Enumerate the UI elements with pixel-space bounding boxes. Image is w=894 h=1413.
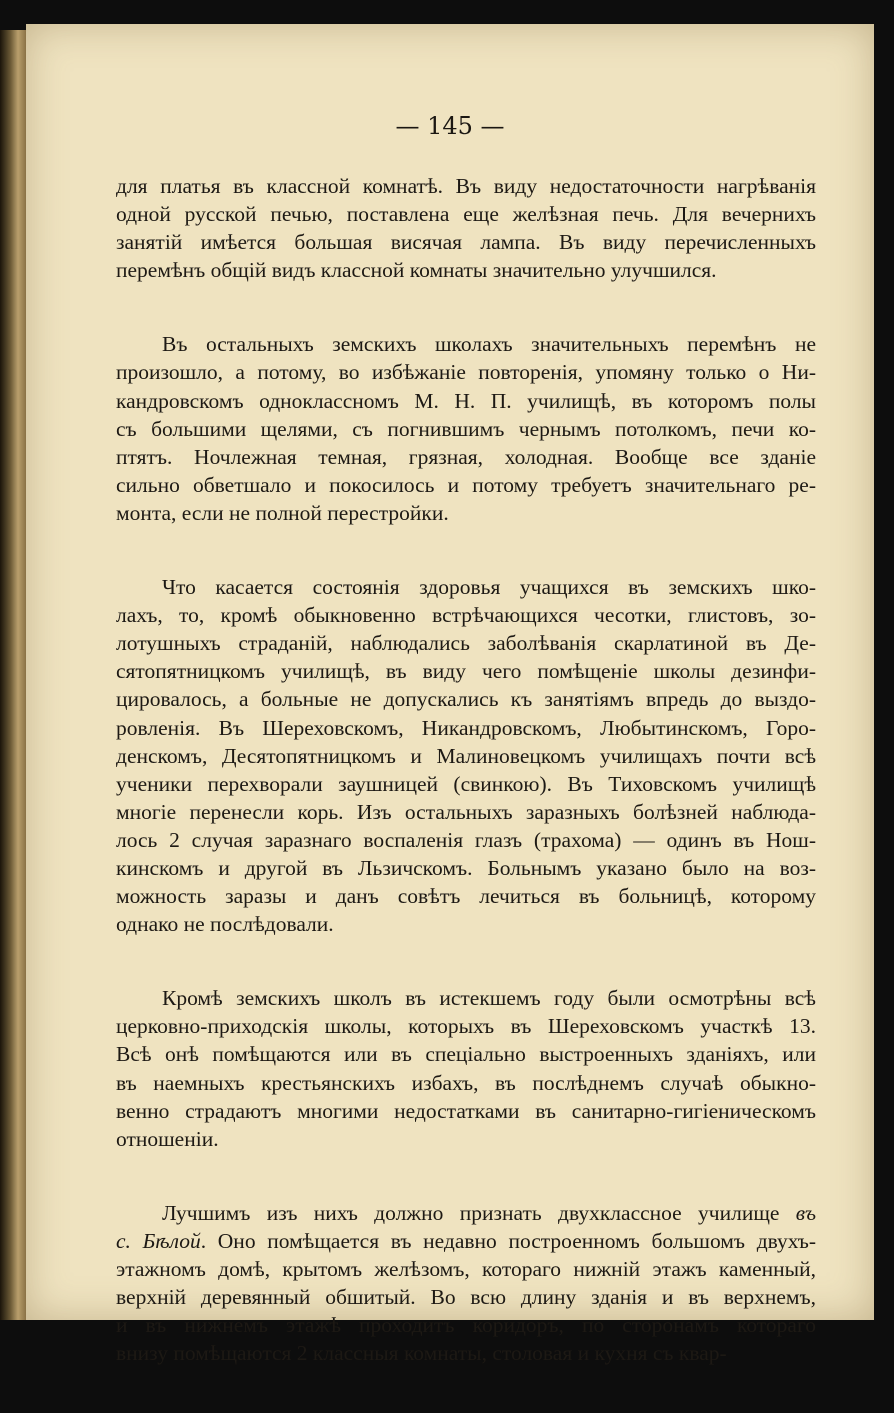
text-line: монта, если не полной перестройки.: [116, 500, 449, 525]
text-line: птятъ. Ночлежная темная, грязная, холодная. Вообще все зданіе: [116, 444, 816, 469]
text-line: кандровскомъ одноклассномъ М. Н. П. училищѣ, въ которомъ полы: [116, 388, 816, 413]
paragraph: [116, 573, 816, 938]
book-page: [26, 24, 874, 1366]
text-line: этажномъ домѣ, крытомъ желѣзомъ, котораго нижній этажъ каменный,: [116, 1257, 816, 1281]
text-line: цировалось, а больные не допускались къ занятіямъ впредь до выздо-: [116, 687, 816, 712]
body-text: [116, 172, 816, 1413]
text-line: перемѣнъ общій видъ классной комнаты значительно улучшился.: [116, 258, 717, 283]
text-line: лотушныхъ страданій, наблюдались заболѣванія скарлатиной въ Де-: [116, 631, 816, 656]
text-line: одной русской печью, поставлена еще желѣзная печь. Для вечернихъ: [116, 202, 816, 227]
text-line: можность заразы и данъ совѣтъ лечиться въ больницѣ, которому: [116, 884, 816, 909]
text-line: съ большими щелями, съ погнившимъ чернымъ потолкомъ, печи ко-: [116, 416, 816, 441]
text-line: многіе перенесли корь. Изъ остальныхъ заразныхъ болѣзней наблюда-: [116, 799, 816, 824]
text-line: внизу помѣщаются 2 классныя комнаты, столовая и кухня съ квар-: [116, 1341, 727, 1366]
text-line: денскомъ, Десятопятницкомъ и Малиновецкомъ училищахъ почти всѣ: [116, 743, 816, 768]
paragraph: [116, 172, 816, 284]
text-line: Всѣ онѣ помѣщаются или въ спеціально выстроенныхъ зданіяхъ, или: [116, 1042, 816, 1067]
text-line: ученики перехворали заушницей (свинкою). Въ Тиховскомъ училищѣ: [116, 771, 816, 796]
text-line: с. Бѣлой. Оно помѣщается въ недавно построенномъ большомъ двухъ-: [116, 1228, 817, 1253]
text-line: верхній деревянный обшитый. Во всю длину зданія и въ верхнемъ,: [116, 1285, 816, 1310]
text-line: занятій имѣется большая висячая лампа. Въ виду перечисленныхъ: [116, 230, 816, 255]
text-line: ровленія. Въ Шереховскомъ, Никандровскомъ, Любытинскомъ, Горо-: [116, 715, 816, 740]
text-line: Что касается состоянія здоровья учащихся въ земскихъ шко-: [162, 575, 816, 600]
text-line: однако не послѣдовали.: [116, 912, 334, 937]
paragraph: [116, 984, 816, 1153]
text-line: произошло, а потому, во избѣжаніе повторенія, упомяну только о Ни-: [116, 360, 816, 385]
text-line: Лучшимъ изъ нихъ должно признать двухклассное училище въ: [162, 1200, 816, 1225]
text-line: сильно обветшало и покосилось и потому требуетъ значительнаго ре-: [116, 472, 816, 497]
paragraph: [116, 330, 816, 527]
text-line: лось 2 случая заразнаго воспаленія глазъ (трахома) — одинъ въ Нош-: [116, 827, 816, 852]
text-line: венно страдаютъ многими недостатками въ санитарно-гигіеническомъ: [116, 1098, 816, 1123]
text-line: Въ остальныхъ земскихъ школахъ значительныхъ перемѣнъ не: [162, 332, 816, 357]
text-line: церковно-приходскія школы, которыхъ въ Шереховскомъ участкѣ 13.: [116, 1014, 816, 1039]
text-line: въ наемныхъ крестьянскихъ избахъ, въ послѣднемъ случаѣ обыкно-: [116, 1070, 816, 1095]
page-number: — 145 —: [395, 112, 505, 140]
text-line: отношеніи.: [116, 1126, 219, 1151]
text-line: для платья въ классной комнатѣ. Въ виду недостаточности нагрѣванія: [116, 174, 816, 198]
text-line: лахъ, то, кромѣ обыкновенно встрѣчающихся чесотки, глистовъ, зо-: [116, 603, 816, 628]
text-line: сятопятницкомъ училищѣ, въ виду чего помѣщеніе школы дезинфи-: [116, 659, 816, 684]
text-line: кинскомъ и другой въ Льзичскомъ. Больнымъ указано было на воз-: [116, 855, 816, 880]
paragraph: [116, 1199, 816, 1368]
text-line: Кромѣ земскихъ школъ въ истекшемъ году были осмотрѣны всѣ: [162, 986, 816, 1011]
text-line: и въ нижнемъ этажѣ проходитъ коридоръ, по сторонамъ котораго: [116, 1313, 816, 1338]
